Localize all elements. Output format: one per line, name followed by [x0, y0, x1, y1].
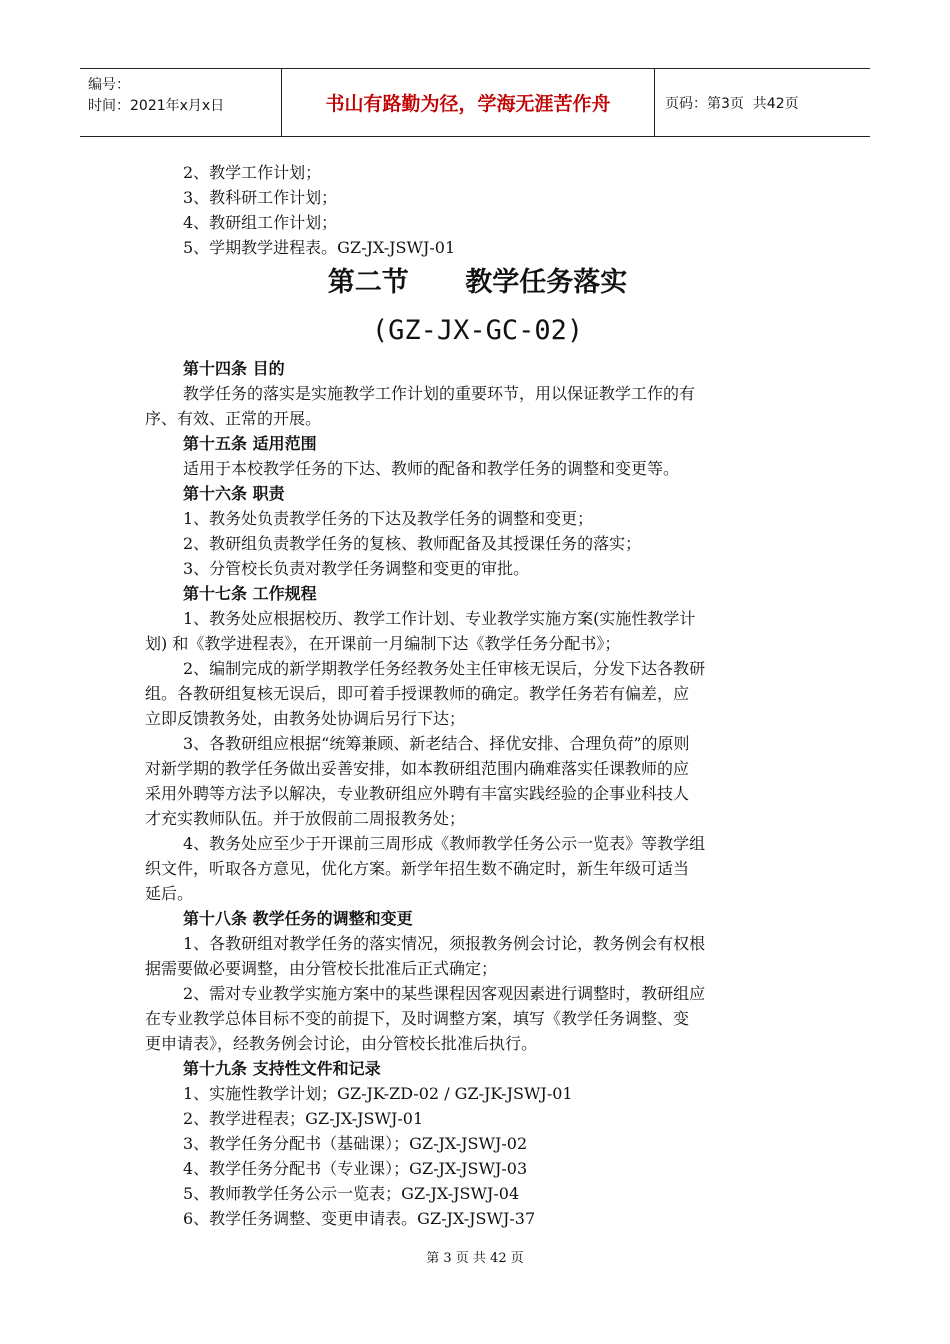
body-line: 在专业教学总体目标不变的前提下，及时调整方案，填写《教学任务调整、变	[145, 1009, 690, 1028]
page-header	[80, 68, 870, 137]
header-page-info: 页码：第3页 共42页	[665, 95, 799, 112]
body-line: 3、教科研工作计划；	[183, 188, 338, 207]
doc-date: 时间：2021年x月x日	[88, 98, 225, 114]
header-meta	[80, 69, 282, 136]
body-line: 对新学期的教学任务做出妥善安排，如本教研组范围内确难落实任课教师的应	[145, 759, 690, 778]
body-line: 4、教学任务分配书（专业课）；GZ-JX-JSWJ-03	[183, 1159, 528, 1178]
body-line: 教学任务的落实是实施教学工作计划的重要环节，用以保证教学工作的有	[183, 384, 696, 403]
body-line: 织文件，听取各方意见，优化方案。新学年招生数不确定时，新生年级可适当	[145, 859, 690, 878]
article-heading: 第十七条 工作规程	[183, 584, 317, 603]
body-line: 组。各教研组复核无误后，即可着手授课教师的确定。教学任务若有偏差，应	[145, 684, 690, 703]
body-line: 5、教师教学任务公示一览表；GZ-JX-JSWJ-04	[183, 1184, 520, 1203]
body-line: 4、教务处应至少于开课前三周形成《教师教学任务公示一览表》等教学组	[183, 834, 706, 853]
header-motto: 书山有路勤为径，学海无涯苦作舟	[282, 69, 655, 136]
body-line: 延后。	[145, 884, 194, 903]
body-line: 采用外聘等方法予以解决，专业教研组应外聘有丰富实践经验的企事业科技人	[145, 784, 690, 803]
section-code: (GZ-JX-GC-02)	[371, 315, 584, 346]
body-line: 3、各教研组应根据“统筹兼顾、新老结合、择优安排、合理负荷”的原则	[183, 734, 690, 753]
body-line: 划) 和《教学进程表》，在开课前一月编制下达《教学任务分配书》；	[145, 634, 621, 653]
article-heading: 第十九条 支持性文件和记录	[183, 1059, 381, 1078]
section-title: 第二节 教学任务落实	[327, 267, 628, 298]
body-line: 序、有效、正常的开展。	[145, 409, 322, 428]
body-line: 1、教务处应根据校历、教学工作计划、专业教学实施方案(实施性教学计	[183, 609, 696, 628]
body-line: 2、教研组负责教学任务的复核、教师配备及其授课任务的落实；	[183, 534, 642, 553]
body-line: 1、教务处负责教学任务的下达及教学任务的调整和变更；	[183, 509, 594, 528]
article-heading: 第十六条 职责	[183, 484, 285, 503]
body-line: 才充实教师队伍。并于放假前二周报教务处；	[145, 809, 466, 828]
body-line: 2、编制完成的新学期教学任务经教务处主任审核无误后，分发下达各教研	[183, 659, 706, 678]
doc-number-label: 编号：	[88, 77, 130, 93]
body-line: 1、实施性教学计划；GZ-JK-ZD-02 / GZ-JK-JSWJ-01	[183, 1084, 573, 1103]
body-line: 1、各教研组对教学任务的落实情况，须报教务例会讨论，教务例会有权根	[183, 934, 706, 953]
body-line: 适用于本校教学任务的下达、教师的配备和教学任务的调整和变更等。	[183, 459, 680, 478]
body-line: 2、教学进程表；GZ-JX-JSWJ-01	[183, 1109, 424, 1128]
document-body	[145, 160, 810, 1231]
page-footer: 第 3 页 共 42 页	[426, 1251, 524, 1266]
article-heading: 第十八条 教学任务的调整和变更	[183, 909, 413, 928]
body-line: 4、教研组工作计划；	[183, 213, 338, 232]
body-line: 3、教学任务分配书（基础课）；GZ-JX-JSWJ-02	[183, 1134, 528, 1153]
body-line: 5、学期教学进程表。GZ-JX-JSWJ-01	[183, 238, 456, 257]
body-line: 2、教学工作计划；	[183, 163, 322, 182]
body-line: 据需要做必要调整，由分管校长批准后正式确定；	[145, 959, 498, 978]
body-line: 6、教学任务调整、变更申请表。GZ-JX-JSWJ-37	[183, 1209, 536, 1228]
article-heading: 第十四条 目的	[183, 359, 285, 378]
article-heading: 第十五条 适用范围	[183, 434, 317, 453]
body-line: 更申请表》，经教务例会讨论，由分管校长批准后执行。	[145, 1034, 538, 1053]
body-line: 立即反馈教务处，由教务处协调后另行下达；	[145, 709, 466, 728]
body-line: 3、分管校长负责对教学任务调整和变更的审批。	[183, 559, 530, 578]
body-line: 2、需对专业教学实施方案中的某些课程因客观因素进行调整时，教研组应	[183, 984, 706, 1003]
